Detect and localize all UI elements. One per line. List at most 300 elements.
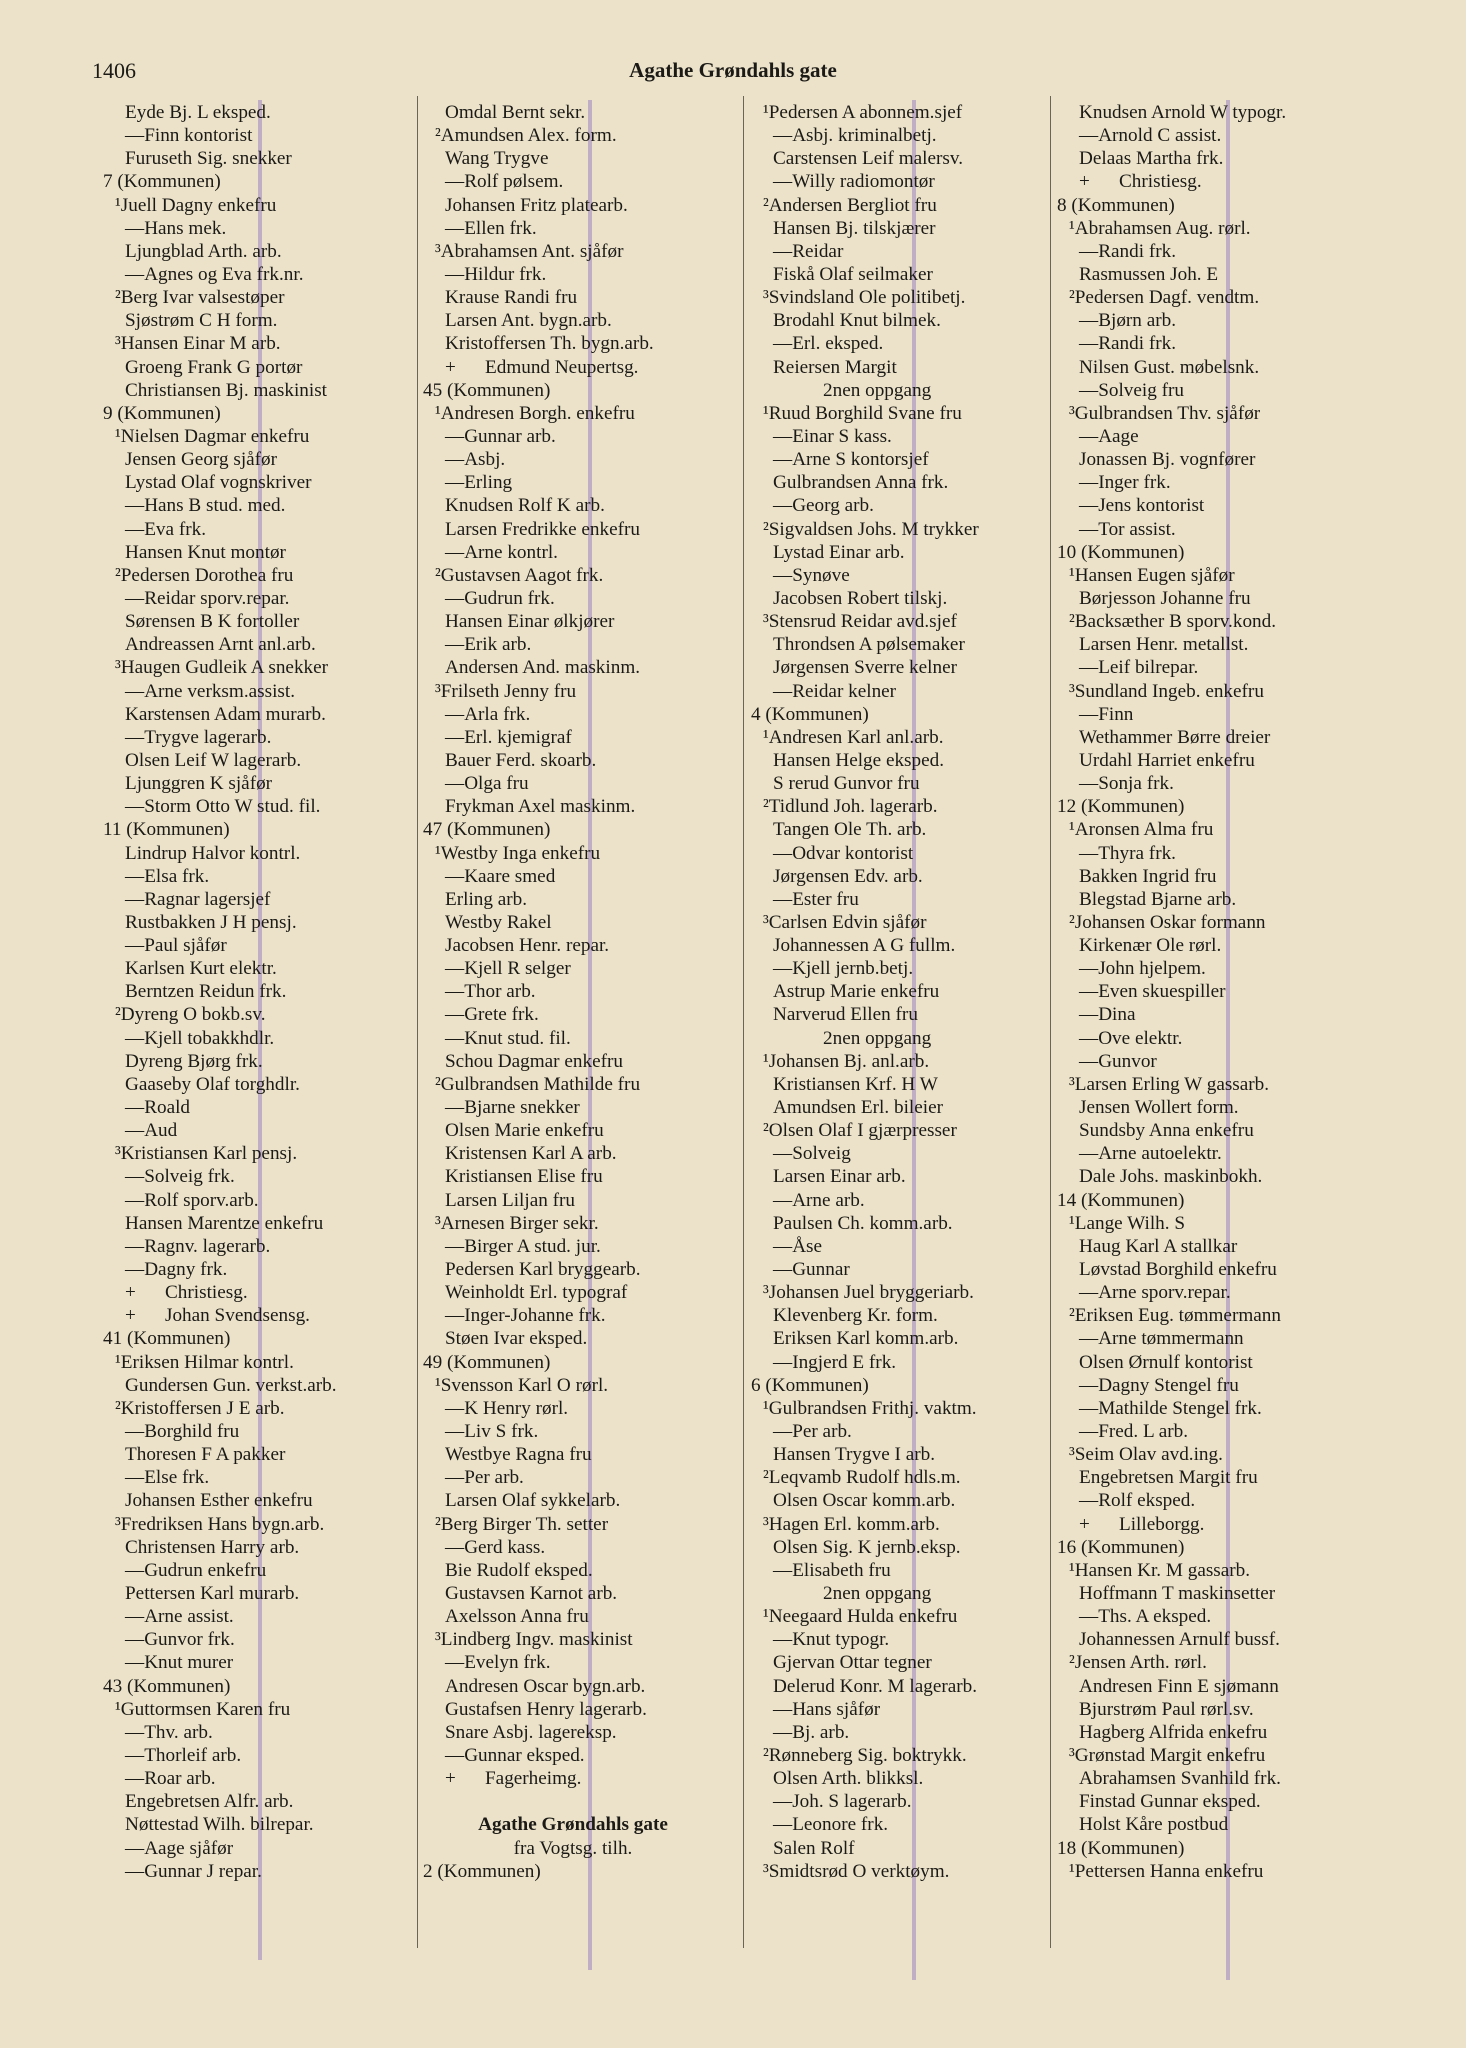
directory-entry (423, 1027, 723, 1050)
entry-text: —Aage sjåfør (125, 1837, 234, 1859)
entry-text: 43 (Kommunen) (103, 1675, 231, 1697)
entry-text: ³Carlsen Edvin sjåfør (763, 911, 927, 933)
entry-text: —Roar arb. (125, 1768, 216, 1790)
entry-text: —Ester fru (773, 888, 859, 910)
directory-entry (1057, 842, 1357, 865)
directory-entry (423, 541, 723, 564)
directory-entry (103, 795, 403, 818)
directory-entry (751, 911, 1051, 934)
entry-text: Larsen Olaf sykkelarb. (445, 1490, 621, 1512)
entry-text: —Evelyn frk. (445, 1652, 551, 1674)
directory-entry (103, 1420, 403, 1443)
directory-entry (1057, 1651, 1357, 1674)
directory-entry (423, 471, 723, 494)
entry-text: ³Lindberg Ingv. maskinist (435, 1629, 633, 1651)
entry-text: Rasmussen Joh. E (1079, 263, 1219, 285)
directory-entry (751, 1189, 1051, 1212)
entry-text: 8 (Kommunen) (1057, 194, 1175, 216)
entry-text: Bakken Ingrid fru (1079, 865, 1217, 887)
entry-text: Thoresen F A pakker (125, 1444, 286, 1466)
entry-text: Weinholdt Erl. typograf (445, 1282, 628, 1304)
entry-text: Carstensen Leif malersv. (773, 148, 964, 170)
entry-text: Krause Randi fru (445, 287, 578, 309)
entry-text: ²Backsæther B sporv.kond. (1069, 611, 1277, 633)
directory-entry (103, 1258, 403, 1281)
directory-entry (1057, 194, 1357, 217)
directory-entry (423, 1351, 723, 1374)
page-header (92, 58, 1374, 92)
directory-entry (1057, 633, 1357, 656)
entry-text: —Bj. arb. (773, 1721, 850, 1743)
entry-text: Jensen Wollert form. (1079, 1097, 1239, 1119)
entry-text: —John hjelpem. (1079, 958, 1206, 980)
entry-text: ³Seim Olav avd.ing. (1069, 1444, 1223, 1466)
directory-entry (1057, 1189, 1357, 1212)
entry-text: ¹Johansen Bj. anl.arb. (763, 1050, 930, 1072)
entry-text: —Ths. A eksped. (1079, 1606, 1212, 1628)
entry-text: —Mathilde Stengel frk. (1079, 1397, 1262, 1419)
directory-entry (1057, 1096, 1357, 1119)
entry-text: —Ellen frk. (445, 217, 537, 239)
directory-entry (423, 656, 723, 679)
cross-street-icon: + (1079, 171, 1090, 193)
entry-text: —Elsa frk. (125, 865, 210, 887)
entry-text: Kristensen Karl A arb. (445, 1143, 617, 1165)
directory-entry (1057, 1860, 1357, 1883)
entry-text: —Elisabeth fru (773, 1559, 891, 1581)
entry-text: Støen Ivar eksped. (445, 1328, 588, 1350)
entry-text: Hansen Bj. tilskjærer (773, 217, 936, 239)
entry-text: —Arne autoelektr. (1079, 1143, 1222, 1165)
entry-text: —Odvar kontorist (773, 842, 914, 864)
directory-entry (751, 1096, 1051, 1119)
directory-entry (103, 1466, 403, 1489)
directory-entry (1057, 356, 1357, 379)
street-title: Agathe Grøndahls gate (629, 58, 837, 82)
entry-text: Schou Dagmar enkefru (445, 1050, 623, 1072)
entry-text: Hansen Einar ølkjører (445, 611, 615, 633)
directory-entry (103, 494, 403, 517)
entry-text: ¹Abrahamsen Aug. rørl. (1069, 217, 1251, 239)
directory-entry (751, 1860, 1051, 1883)
entry-text: ²Kristoffersen J E arb. (115, 1397, 285, 1419)
entry-text: Eriksen Karl komm.arb. (773, 1328, 959, 1350)
directory-entry (103, 1582, 403, 1605)
entry-text: Wang Trygve (445, 148, 549, 170)
entry-text: Eyde Bj. L eksped. (125, 102, 271, 123)
directory-entry (103, 1281, 403, 1304)
entry-text: Blegstad Bjarne arb. (1079, 888, 1237, 910)
entry-text: ²Tidlund Joh. lagerarb. (763, 796, 938, 818)
entry-text: ¹Eriksen Hilmar kontrl. (115, 1351, 294, 1373)
directory-entry (1057, 980, 1357, 1003)
directory-entry (1057, 1304, 1357, 1327)
directory-entry (423, 749, 723, 772)
entry-text: Delaas Martha frk. (1079, 148, 1224, 170)
entry-text: ³Kristiansen Karl pensj. (115, 1143, 298, 1165)
entry-text: —Kjell R selger (445, 958, 571, 980)
directory-entry (1057, 1050, 1357, 1073)
directory-entry (1057, 1351, 1357, 1374)
directory-entry (103, 1096, 403, 1119)
directory-entry (751, 1651, 1051, 1674)
entry-text: fra Vogtsg. tilh. (513, 1837, 633, 1859)
column-4 (1057, 101, 1357, 1883)
entry-text: —Solveig fru (1079, 379, 1184, 401)
directory-entry (103, 1605, 403, 1628)
entry-text: 47 (Kommunen) (423, 819, 551, 841)
directory-entry (1057, 865, 1357, 888)
directory-entry (423, 1420, 723, 1443)
directory-entry (751, 564, 1051, 587)
directory-entry (423, 772, 723, 795)
directory-entry (103, 680, 403, 703)
directory-entry (423, 1327, 723, 1350)
entry-text: —Borghild fru (125, 1421, 240, 1443)
entry-text: ²Pedersen Dorothea fru (115, 564, 294, 586)
entry-text: —Gunnar arb. (445, 425, 556, 447)
entry-text: Narverud Ellen fru (773, 1004, 918, 1026)
directory-entry (103, 1304, 403, 1327)
directory-entry (751, 587, 1051, 610)
entry-text: Larsen Fredrikke enkefru (445, 518, 640, 540)
directory-entry (423, 1721, 723, 1744)
directory-entry (423, 1189, 723, 1212)
entry-text: —Reidar (773, 240, 844, 262)
entry-text: —Erik arb. (445, 634, 532, 656)
entry-text: Gaaseby Olaf torghdlr. (125, 1073, 300, 1095)
entry-text: ¹Pettersen Hanna enkefru (1069, 1860, 1264, 1882)
entry-text: Bjurstrøm Paul rørl.sv. (1079, 1698, 1254, 1720)
directory-entry (103, 1327, 403, 1350)
directory-entry (103, 1813, 403, 1836)
directory-entry (103, 749, 403, 772)
entry-text: Astrup Marie enkefru (773, 981, 940, 1003)
directory-entry (103, 448, 403, 471)
entry-text: 10 (Kommunen) (1057, 541, 1185, 563)
directory-entry (751, 1374, 1051, 1397)
directory-entry (1057, 888, 1357, 911)
directory-entry (1057, 101, 1357, 124)
entry-text: —Ingjerd E frk. (773, 1351, 897, 1373)
directory-entry (103, 1189, 403, 1212)
directory-entry (751, 1327, 1051, 1350)
directory-entry (103, 1142, 403, 1165)
directory-entry (423, 1489, 723, 1512)
entry-text: —Hans mek. (125, 217, 227, 239)
entry-text: Johansen Esther enkefru (125, 1490, 313, 1512)
entry-text: —Georg arb. (773, 495, 874, 517)
directory-entry (103, 1536, 403, 1559)
column-2 (423, 101, 723, 1883)
directory-entry (1057, 703, 1357, 726)
directory-entry (1057, 263, 1357, 286)
entry-text: ³Abrahamsen Ant. sjåfør (435, 240, 624, 262)
entry-text: —Gunvor frk. (125, 1629, 235, 1651)
directory-entry (103, 541, 403, 564)
entry-text: 41 (Kommunen) (103, 1328, 231, 1350)
entry-text: Reiersen Margit (773, 356, 897, 378)
entry-text: Berntzen Reidun frk. (125, 981, 287, 1003)
directory-entry (1057, 1374, 1357, 1397)
entry-text: Omdal Bernt sekr. (445, 102, 586, 123)
entry-text: ¹Gulbrandsen Frithj. vaktm. (763, 1397, 977, 1419)
directory-entry (423, 1096, 723, 1119)
entry-text: ²Andersen Bergliot fru (763, 194, 937, 216)
directory-entry (103, 934, 403, 957)
entry-text: 11 (Kommunen) (103, 819, 230, 841)
directory-entry (423, 1651, 723, 1674)
entry-text: Andresen Finn E sjømann (1079, 1675, 1279, 1697)
directory-entry (103, 1860, 403, 1883)
directory-entry (1057, 795, 1357, 818)
directory-entry (751, 194, 1051, 217)
directory-entry (103, 1698, 403, 1721)
entry-text: 7 (Kommunen) (103, 171, 221, 193)
entry-text: —Joh. S lagerarb. (773, 1791, 912, 1813)
entry-text: —Arne sporv.repar. (1079, 1282, 1231, 1304)
directory-entry (1057, 1420, 1357, 1443)
directory-entry (1057, 1327, 1357, 1350)
directory-entry (423, 425, 723, 448)
directory-entry (423, 170, 723, 193)
entry-text: Snare Asbj. lagereksp. (445, 1721, 617, 1743)
directory-entry (423, 1767, 723, 1790)
entry-text: 12 (Kommunen) (1057, 796, 1185, 818)
entry-text: Gundersen Gun. verkst.arb. (125, 1374, 337, 1396)
directory-entry (423, 911, 723, 934)
entry-text: —Gudrun frk. (445, 587, 555, 609)
entry-text: Engebretsen Alfr. arb. (125, 1791, 294, 1813)
directory-entry (751, 1698, 1051, 1721)
entry-text: Sundsby Anna enkefru (1079, 1120, 1254, 1142)
entry-text: —Erling (445, 472, 513, 494)
directory-entry (751, 934, 1051, 957)
directory-entry (1057, 1165, 1357, 1188)
directory-entry (423, 286, 723, 309)
directory-entry (1057, 147, 1357, 170)
entry-text: —Per arb. (773, 1421, 852, 1443)
directory-entry (103, 1513, 403, 1536)
directory-entry (751, 749, 1051, 772)
entry-text: Paulsen Ch. komm.arb. (773, 1212, 953, 1234)
entry-text: ¹Ruud Borghild Svane fru (763, 402, 962, 424)
directory-entry (103, 101, 403, 124)
directory-entry (423, 564, 723, 587)
directory-entry (751, 1489, 1051, 1512)
entry-text: Larsen Henr. metallst. (1079, 634, 1249, 656)
directory-entry (1057, 1466, 1357, 1489)
entry-text: —Per arb. (445, 1467, 524, 1489)
directory-entry (751, 1675, 1051, 1698)
entry-text: —Dina (1079, 1004, 1136, 1026)
directory-entry (1057, 1281, 1357, 1304)
entry-text: Fagerheimg. (485, 1768, 582, 1790)
directory-entry (751, 1165, 1051, 1188)
directory-entry (1057, 170, 1357, 193)
directory-entry (103, 1675, 403, 1698)
entry-text: —Arnold C assist. (1079, 125, 1222, 147)
directory-entry (103, 656, 403, 679)
entry-text: Knudsen Rolf K arb. (445, 495, 605, 517)
entry-text: Nilsen Gust. møbelsnk. (1079, 356, 1260, 378)
entry-text: Olsen Marie enkefru (445, 1120, 604, 1142)
entry-text: —Dagny Stengel fru (1079, 1374, 1239, 1396)
directory-entry (103, 587, 403, 610)
directory-entry (423, 888, 723, 911)
directory-entry (103, 1721, 403, 1744)
entry-text: Kristiansen Elise fru (445, 1166, 603, 1188)
entry-text: Engebretsen Margit fru (1079, 1467, 1258, 1489)
entry-text: 6 (Kommunen) (751, 1374, 869, 1396)
directory-entry (1057, 1605, 1357, 1628)
entry-text: Hoffmann T maskinsetter (1079, 1583, 1276, 1604)
entry-text: Rustbakken J H pensj. (125, 911, 297, 933)
entry-text: Furuseth Sig. snekker (125, 148, 292, 170)
entry-text: ²Gustavsen Aagot frk. (435, 564, 604, 586)
entry-text: —Kjell jernb.betj. (773, 958, 914, 980)
directory-entry (423, 1582, 723, 1605)
entry-text: Børjesson Johanne fru (1079, 587, 1251, 609)
entry-text: —Asbj. (445, 449, 506, 471)
entry-text: Lilleborgg. (1119, 1513, 1205, 1535)
directory-entry (751, 726, 1051, 749)
entry-text: Haug Karl A stallkar (1079, 1235, 1238, 1257)
entry-text: Urdahl Harriet enkefru (1079, 749, 1255, 771)
entry-text: Edmund Neupertsg. (485, 356, 639, 378)
directory-entry (103, 1790, 403, 1813)
entry-text: —Gunnar J repar. (125, 1860, 262, 1882)
entry-text: Christensen Harry arb. (125, 1536, 300, 1558)
entry-text: Lindrup Halvor kontrl. (125, 842, 301, 864)
entry-text: Finstad Gunnar eksped. (1079, 1791, 1261, 1813)
directory-entry (103, 194, 403, 217)
directory-entry (423, 795, 723, 818)
directory-entry (423, 1073, 723, 1096)
directory-entry (423, 217, 723, 240)
directory-entry (423, 194, 723, 217)
directory-entry (751, 263, 1051, 286)
directory-entry (103, 309, 403, 332)
entry-text: ¹Andresen Karl anl.arb. (763, 726, 944, 748)
entry-text: Ljunggren K sjåfør (125, 773, 273, 795)
entry-text: Johannessen Arnulf bussf. (1079, 1629, 1280, 1651)
directory-entry (423, 1698, 723, 1721)
directory-entry (423, 1212, 723, 1235)
directory-entry (103, 356, 403, 379)
entry-text: —Ragnar lagersjef (125, 888, 271, 910)
directory-entry (103, 865, 403, 888)
entry-text: —Jens kontorist (1079, 495, 1205, 517)
directory-entry (751, 518, 1051, 541)
directory-entry (423, 147, 723, 170)
directory-entry (423, 1605, 723, 1628)
entry-text: —Else frk. (125, 1467, 210, 1489)
entry-text: ³Larsen Erling W gassarb. (1069, 1073, 1270, 1095)
entry-text: Hagberg Alfrida enkefru (1079, 1721, 1268, 1743)
directory-entry (1057, 1513, 1357, 1536)
entry-text: —Eva frk. (125, 518, 206, 540)
entry-text: Axelsson Anna fru (445, 1606, 589, 1628)
entry-text: —Ove elektr. (1079, 1027, 1183, 1049)
entry-text: —Leif bilrepar. (1079, 657, 1199, 679)
directory-entry (751, 541, 1051, 564)
entry-text: —Agnes og Eva frk.nr. (125, 263, 304, 285)
directory-entry (103, 911, 403, 934)
entry-text: 45 (Kommunen) (423, 379, 551, 401)
directory-entry (751, 656, 1051, 679)
entry-text: 2 (Kommunen) (423, 1860, 541, 1882)
directory-entry (751, 1536, 1051, 1559)
directory-entry (103, 842, 403, 865)
entry-text: —Trygve lagerarb. (125, 726, 272, 748)
directory-entry (423, 1003, 723, 1026)
directory-entry (1057, 309, 1357, 332)
entry-text: ²Pedersen Dagf. vendtm. (1069, 287, 1260, 309)
directory-entry (103, 772, 403, 795)
entry-text: Tangen Ole Th. arb. (773, 819, 927, 841)
directory-entry (423, 1119, 723, 1142)
entry-text: —Inger frk. (1079, 472, 1171, 494)
directory-entry (751, 680, 1051, 703)
entry-text: Christiesg. (165, 1282, 248, 1304)
entry-text: —Even skuespiller (1079, 981, 1226, 1003)
directory-entry (751, 1443, 1051, 1466)
page-number: 1406 (92, 58, 136, 83)
directory-entry (423, 1258, 723, 1281)
directory-entry (1057, 749, 1357, 772)
entry-text: 2nen oppgang (823, 1027, 932, 1049)
directory-entry (423, 1536, 723, 1559)
directory-entry (1057, 957, 1357, 980)
entry-text: —Reidar kelner (773, 680, 897, 702)
directory-entry (423, 1466, 723, 1489)
directory-entry (1057, 1536, 1357, 1559)
entry-text: Pettersen Karl murarb. (125, 1583, 300, 1604)
directory-entry (751, 471, 1051, 494)
entry-text: Olsen Arth. blikksl. (773, 1768, 924, 1790)
directory-entry (751, 1212, 1051, 1235)
directory-entry (751, 1235, 1051, 1258)
entry-text: Nøttestad Wilh. bilrepar. (125, 1814, 314, 1836)
directory-entry (423, 1165, 723, 1188)
entry-text: ²Gulbrandsen Mathilde fru (435, 1073, 641, 1095)
entry-text: —Rolf sporv.arb. (125, 1189, 259, 1211)
entry-text: ¹Juell Dagny enkefru (115, 194, 277, 216)
directory-entry (1057, 1003, 1357, 1026)
entry-text: Jørgensen Edv. arb. (773, 865, 923, 887)
directory-entry (751, 332, 1051, 355)
entry-text: Erling arb. (445, 888, 528, 910)
entry-text: ²Olsen Olaf I gjærpresser (763, 1120, 957, 1142)
directory-entry (751, 1837, 1051, 1860)
column-1 (103, 101, 403, 1883)
entry-text: ¹Aronsen Alma fru (1069, 819, 1214, 841)
directory-entry (423, 957, 723, 980)
entry-text: —Rolf eksped. (1079, 1490, 1196, 1512)
entry-text: —Erl. eksped. (773, 333, 884, 355)
directory-entry (751, 1304, 1051, 1327)
directory-entry (423, 610, 723, 633)
entry-text: —Arne kontrl. (445, 541, 558, 563)
directory-entry (103, 957, 403, 980)
entry-text: Fiskå Olaf seilmaker (773, 263, 933, 285)
entry-text: —Tor assist. (1079, 518, 1176, 540)
entry-text: —Knut stud. fil. (445, 1027, 571, 1049)
directory-entry (1057, 1073, 1357, 1096)
entry-text: Kirkenær Ole rørl. (1079, 935, 1222, 957)
entry-text: 4 (Kommunen) (751, 703, 869, 725)
